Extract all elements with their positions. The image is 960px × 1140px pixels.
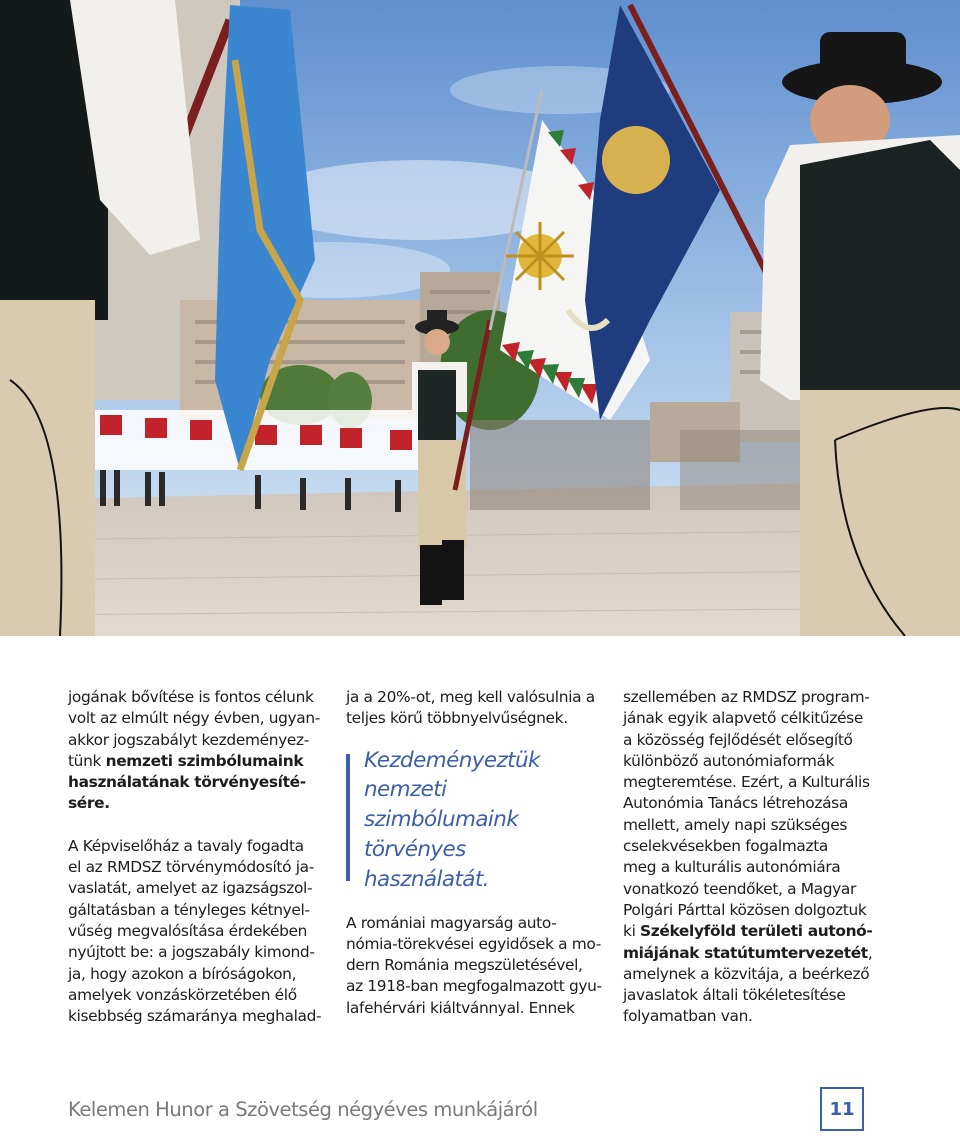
text-line: meg a kulturális autonómiára <box>623 858 841 877</box>
text-line: amelynek a közvitája, a beérkező <box>623 964 870 983</box>
bold-phrase: miájának statútumtervezetét <box>623 943 868 962</box>
text-line: jának egyik alapvető célkitűzése <box>623 709 863 728</box>
text-line <box>623 943 871 964</box>
text-line: nómia-törekvései egyidősek a mo- <box>346 934 601 953</box>
pull-quote-line: nemzeti <box>364 777 447 803</box>
text-line: kisebbség számaránya meghalad- <box>68 1007 322 1026</box>
page-number: 11 <box>820 1087 864 1131</box>
text-fragment: , <box>867 943 873 962</box>
text-line: jogának bővítése is fontos célunk <box>68 688 314 706</box>
text-line: folyamatban van. <box>623 1007 753 1026</box>
text-line: javaslatok általi tökéletesítése <box>623 986 846 1005</box>
text-line: cselekvésekben fogalmazta <box>623 837 828 856</box>
text-line: A romániai magyarság auto- <box>346 913 557 932</box>
text-line: mellett, amely napi szükséges <box>623 815 847 834</box>
pull-quote <box>346 746 594 895</box>
text-line: különböző autonómiaformák <box>623 751 835 770</box>
footer-title: Kelemen Hunor a Szövetség négyéves munkájáról <box>68 1098 538 1121</box>
text-line: a közösség fejlődését elősegítő <box>623 730 853 749</box>
text-fragment: tünk <box>68 751 106 770</box>
bold-line: használatának törvényesíté- <box>68 773 306 792</box>
text-line: akkor jogszabályt kezdeményez- <box>68 730 309 749</box>
text-column-2 <box>346 687 602 1019</box>
text-line <box>68 751 316 772</box>
text-line: az 1918-ban megfogalmazott gyu- <box>346 977 602 996</box>
bold-phrase: Székelyföld területi autonó- <box>640 922 873 941</box>
text-line: vűség megvalósítása érdekében <box>68 921 308 940</box>
text-line: gáltatásban a tényleges kétnyel- <box>68 900 310 919</box>
text-line: nyújtott be: a jogszabály kimond- <box>68 943 315 962</box>
text-line: vonatkozó teendőket, a Magyar <box>623 879 856 898</box>
paragraph-gap <box>68 815 316 836</box>
text-line <box>623 921 871 942</box>
pull-quote-line: törvényes <box>364 836 466 862</box>
text-fragment: ki <box>623 922 641 941</box>
pull-quote-line: szimbólumaink <box>364 807 519 833</box>
text-line: dern Románia megszületésével, <box>346 956 583 975</box>
text-column-3 <box>623 687 871 1028</box>
bold-phrase: nemzeti szimbólumaink <box>105 751 304 770</box>
text-line: megteremtése. Ezért, a Kulturális <box>623 773 870 792</box>
text-line: ja, hogy azokon a bíróságokon, <box>68 964 297 983</box>
text-line: ja a 20%-ot, meg kell valósulnia a <box>346 688 595 706</box>
text-line: Autonómia Tanács létrehozása <box>623 794 848 813</box>
text-line: amelyek vonzáskörzetében élő <box>68 985 297 1004</box>
bold-line: sére. <box>68 794 110 813</box>
text-line: vaslatát, amelyet az igazságszol- <box>68 879 313 898</box>
text-line: volt az elmúlt négy évben, ugyan- <box>68 709 320 728</box>
text-line: Polgári Párttal közösen dolgoztuk <box>623 900 867 919</box>
pull-quote-line: Kezdeményeztük <box>364 747 540 773</box>
text-line: lafehérvári kiáltvánnyal. Ennek <box>346 998 575 1017</box>
pull-quote-line: használatát. <box>364 866 489 892</box>
text-column-1 <box>68 687 322 1027</box>
text-line: szellemében az RMDSZ program- <box>623 688 870 706</box>
text-line: el az RMDSZ törvénymódosító ja- <box>68 858 314 877</box>
text-line: A Képviselőház a tavaly fogadta <box>68 836 304 855</box>
text-line: teljes körű többnyelvűségnek. <box>346 709 568 728</box>
